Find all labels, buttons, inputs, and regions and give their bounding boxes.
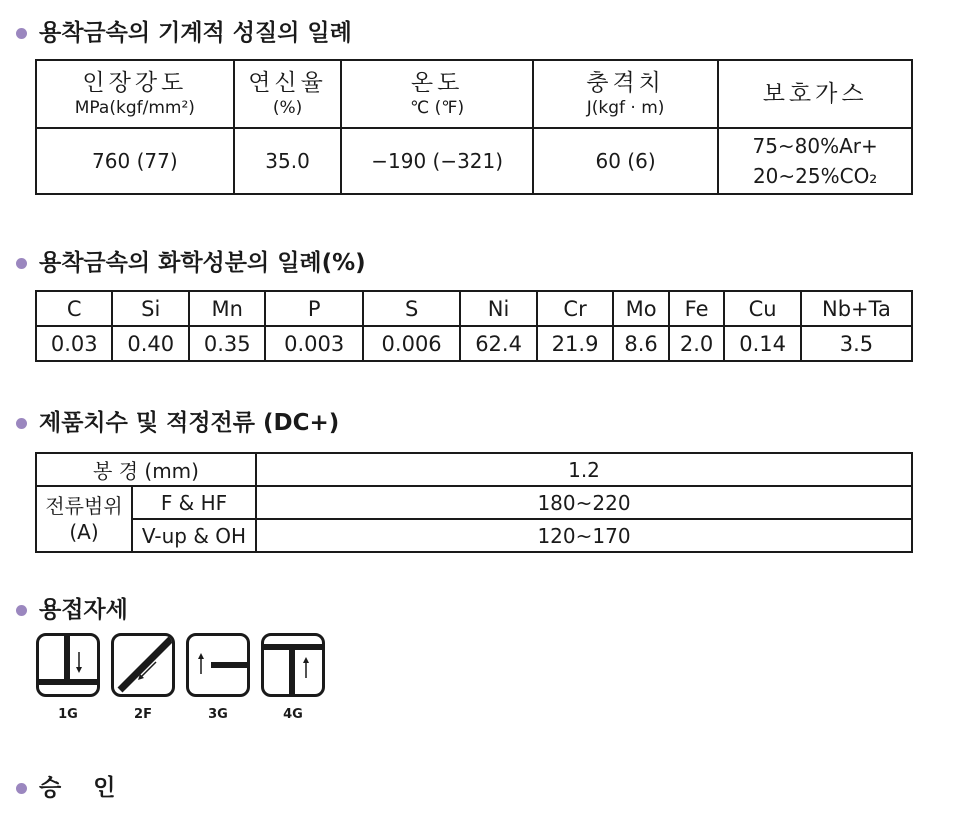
element-cell: Mn <box>189 291 265 326</box>
value-cell: 0.40 <box>112 326 188 361</box>
1g-flat-position-icon <box>36 633 100 697</box>
element-cell: S <box>363 291 460 326</box>
position-label-3g: 3G <box>208 707 228 722</box>
value-row <box>36 326 912 361</box>
diameter-label: 봉 경 (mm) <box>36 453 256 486</box>
value-tensile: 760 (77) <box>36 128 234 194</box>
value-cell: 0.003 <box>265 326 362 361</box>
element-row <box>36 291 912 326</box>
element-cell: P <box>265 291 362 326</box>
table-header-row <box>36 60 912 128</box>
value-elongation: 35.0 <box>234 128 342 194</box>
value-cell: 8.6 <box>613 326 669 361</box>
welding-position-icons <box>36 633 325 697</box>
value-cell: 0.35 <box>189 326 265 361</box>
value-cell: 0.006 <box>363 326 460 361</box>
position-label-2f: 2F <box>134 707 152 722</box>
positions-title: 용접자세 <box>39 597 128 623</box>
position-label-1g: 1G <box>58 707 78 722</box>
value-shielding-gas <box>718 128 912 194</box>
value-cell: 0.03 <box>36 326 112 361</box>
section-title-positions <box>10 595 128 625</box>
value-cell: 21.9 <box>537 326 613 361</box>
element-cell: Cu <box>724 291 800 326</box>
value-cell: 0.14 <box>724 326 800 361</box>
3g-vertical-position-icon <box>186 633 250 697</box>
current-range-label: 전류범위 (A) <box>36 486 132 552</box>
header-temperature: 온도 ℃ (℉) <box>341 60 532 128</box>
table-row <box>36 486 912 519</box>
position-label-flat: F & HF <box>132 486 256 519</box>
section-title-approval <box>10 773 115 803</box>
current-value-flat: 180~220 <box>256 486 912 519</box>
gas-line-2: 20~25%CO₂ <box>752 164 878 188</box>
value-temperature: −190 (−321) <box>341 128 532 194</box>
chemical-title: 용착금속의 화학성분의 일례(%) <box>39 250 366 276</box>
element-cell: Fe <box>669 291 725 326</box>
diameter-value: 1.2 <box>256 453 912 486</box>
section-title-chemical <box>10 248 366 278</box>
4g-overhead-position-icon <box>261 633 325 697</box>
table-row <box>36 128 912 194</box>
header-shielding-gas: 보호가스 <box>718 60 912 128</box>
dimensions-title: 제품치수 및 적정전류 (DC+) <box>39 410 340 436</box>
value-cell: 2.0 <box>669 326 725 361</box>
bullet-icon <box>16 418 27 429</box>
value-cell: 62.4 <box>460 326 536 361</box>
bullet-icon <box>16 258 27 269</box>
element-cell: Nb+Ta <box>801 291 912 326</box>
current-value-vertical: 120~170 <box>256 519 912 552</box>
gas-line-1: 75~80%Ar+ <box>752 134 878 158</box>
header-tensile: 인장강도 MPa(kgf/mm²) <box>36 60 234 128</box>
value-cell: 3.5 <box>801 326 912 361</box>
mechanical-title: 용착금속의 기계적 성질의 일례 <box>39 20 352 46</box>
header-impact: 충격치 J(kgf · m) <box>533 60 718 128</box>
section-title-mechanical <box>10 18 352 48</box>
header-elongation: 연신율 (%) <box>234 60 342 128</box>
element-cell: Ni <box>460 291 536 326</box>
welding-position-labels <box>36 707 325 722</box>
bullet-icon <box>16 28 27 39</box>
table-row <box>36 519 912 552</box>
mechanical-properties-table <box>35 59 913 195</box>
position-label-4g: 4G <box>283 707 303 722</box>
element-cell: Cr <box>537 291 613 326</box>
section-title-dimensions <box>10 408 339 438</box>
element-cell: C <box>36 291 112 326</box>
value-impact: 60 (6) <box>533 128 718 194</box>
element-cell: Mo <box>613 291 669 326</box>
bullet-icon <box>16 605 27 616</box>
element-cell: Si <box>112 291 188 326</box>
approval-title: 승 인 <box>39 775 116 801</box>
position-label-vertical: V-up & OH <box>132 519 256 552</box>
table-row <box>36 453 912 486</box>
bullet-icon <box>16 783 27 794</box>
dimensions-current-table <box>35 452 913 553</box>
chemical-composition-table <box>35 290 913 362</box>
2f-horizontal-fillet-icon <box>111 633 175 697</box>
